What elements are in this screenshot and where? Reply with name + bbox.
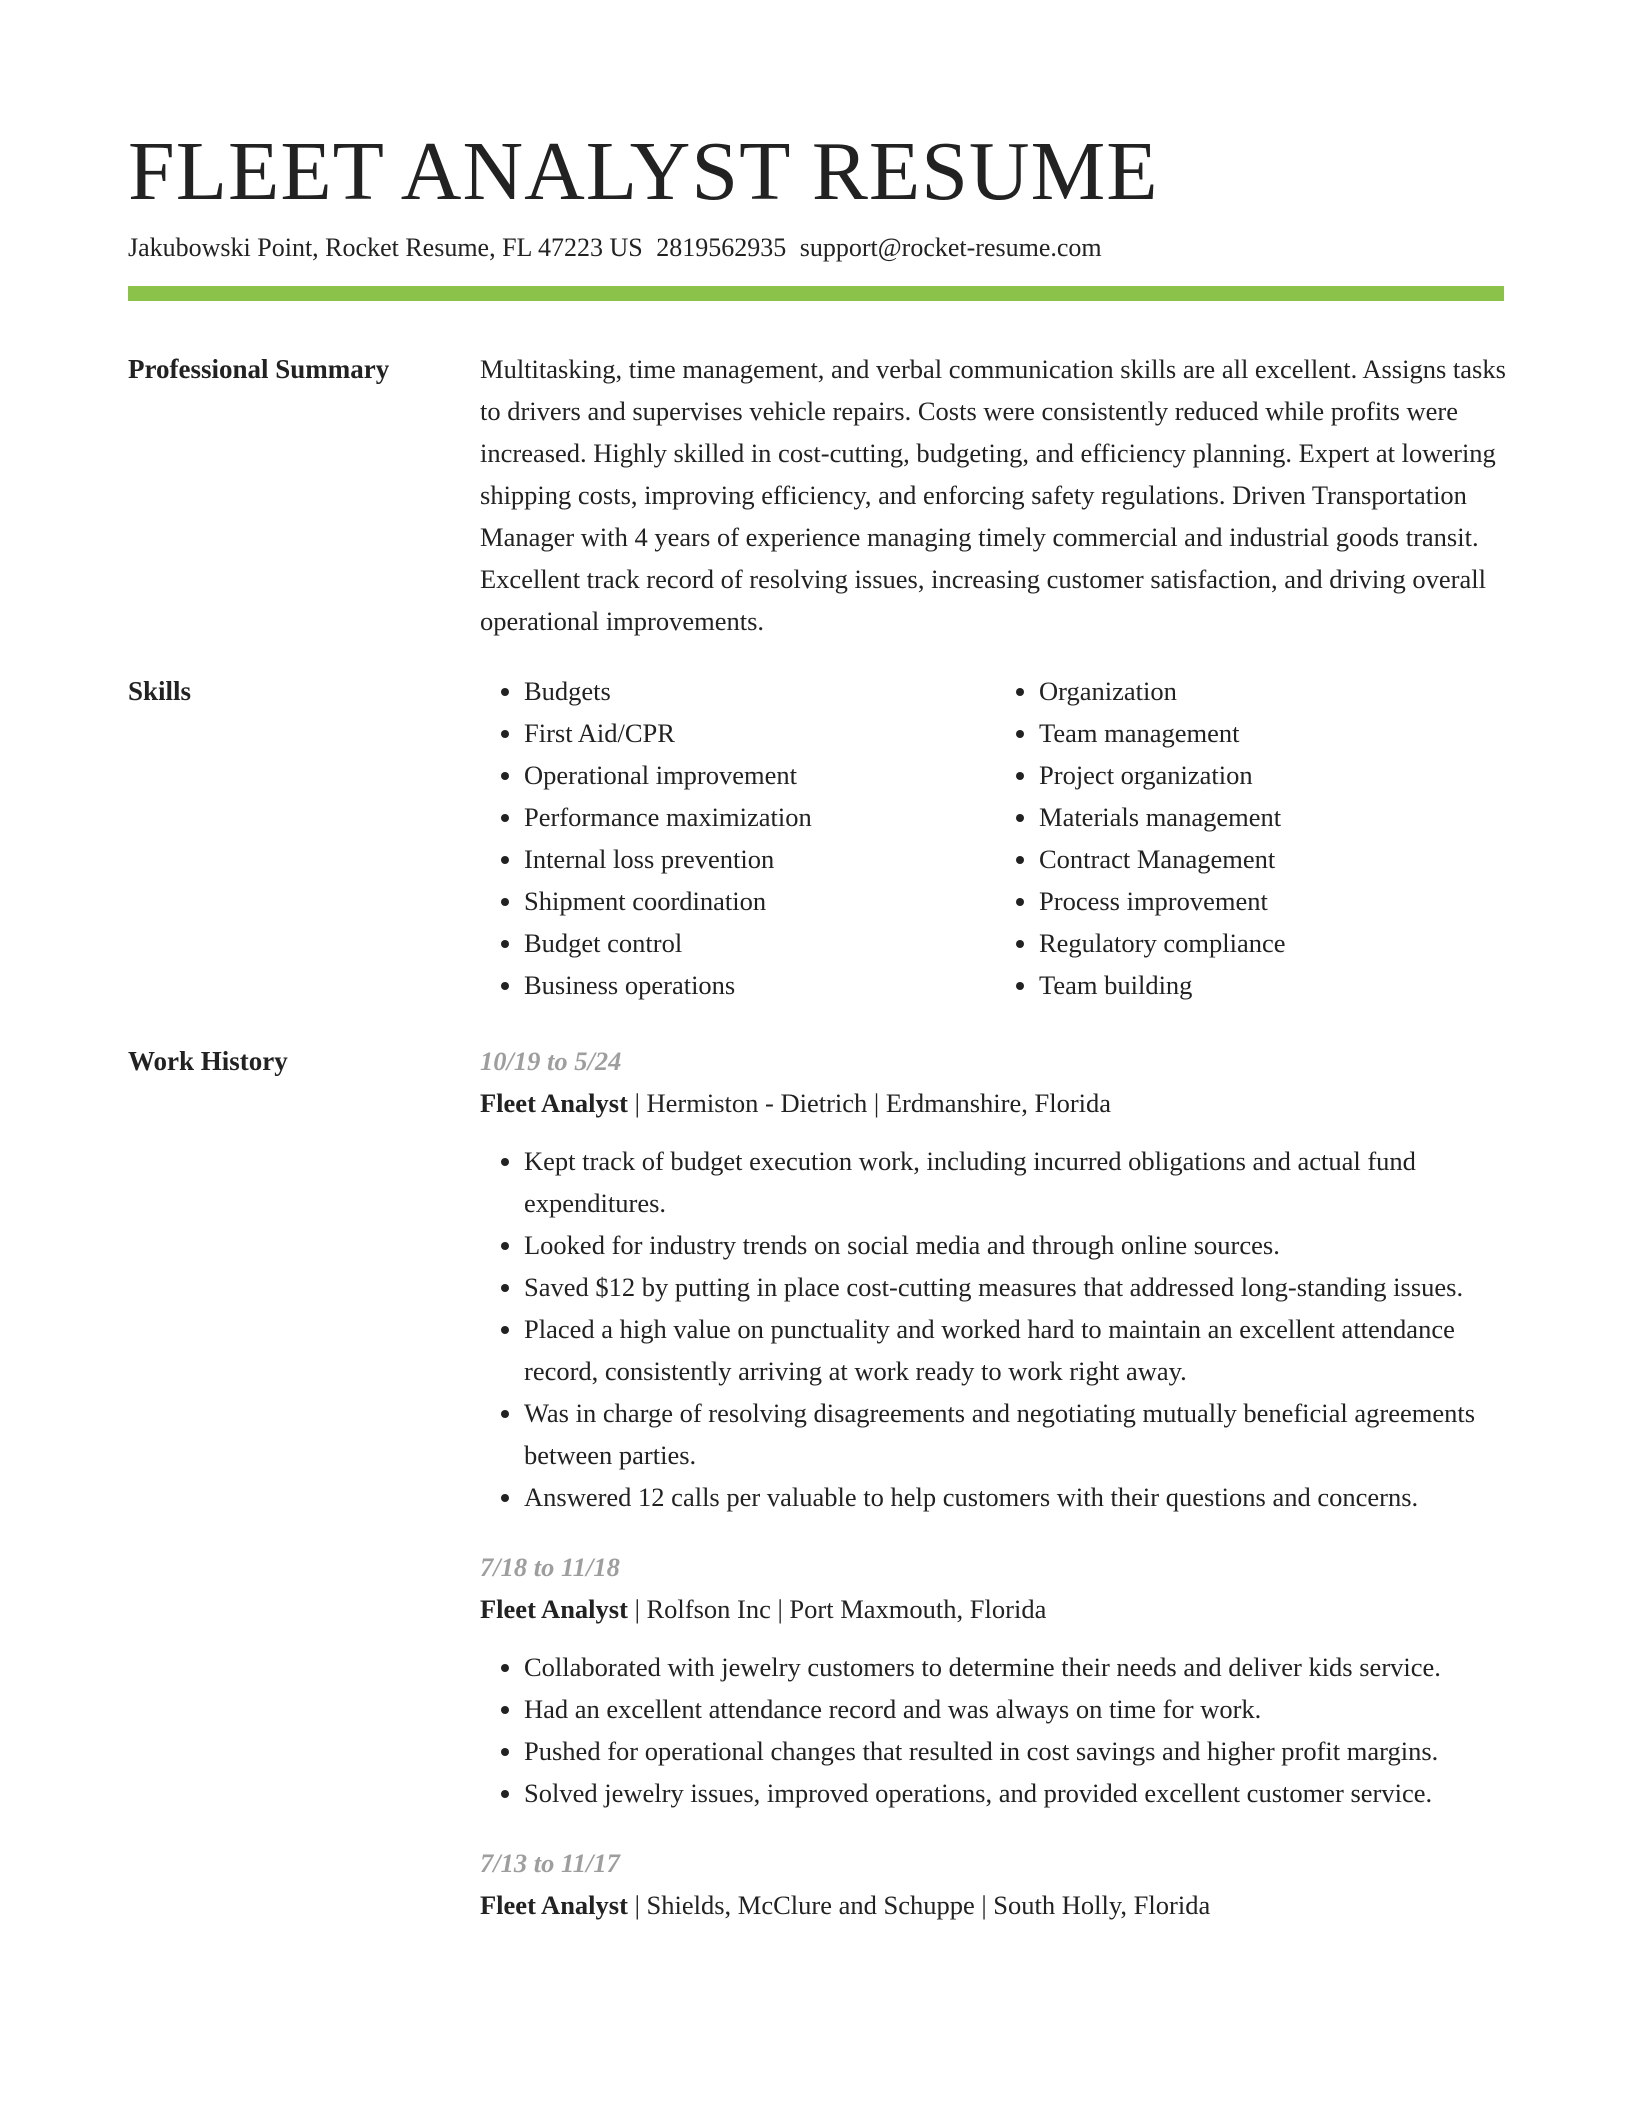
header-divider [128, 286, 1504, 301]
job-details: | Hermiston - Dietrich | Erdmanshire, Florida [627, 1088, 1112, 1118]
skill-item: • Process improvement [1039, 880, 1510, 922]
work-history-body [480, 1040, 1510, 1954]
job-title: Fleet Analyst [480, 1088, 628, 1118]
job-details: | Shields, McClure and Schuppe | South Holly, Florida [627, 1890, 1211, 1920]
contact-address: Jakubowski Point, Rocket Resume, FL 47223 US [128, 233, 643, 262]
summary-heading: Professional Summary [128, 354, 390, 384]
skill-item: • Team management [1039, 712, 1510, 754]
skill-item: • Internal loss prevention [524, 838, 995, 880]
skill-item: • Budgets [524, 670, 995, 712]
job-bullet: • Solved jewelry issues, improved operations, and provided excellent customer service. [524, 1772, 1510, 1814]
skills-list-right [995, 670, 1510, 1006]
job-dates: 7/13 to 11/17 [480, 1848, 620, 1878]
contact-phone: 2819562935 [656, 233, 787, 262]
skill-item: • Regulatory compliance [1039, 922, 1510, 964]
job-header [480, 1588, 1510, 1630]
job-bullets [480, 1646, 1510, 1814]
skill-item: • Operational improvement [524, 754, 995, 796]
job-details: | Rolfson Inc | Port Maxmouth, Florida [627, 1594, 1047, 1624]
skills-body [480, 670, 1510, 1006]
job-bullet: • Collaborated with jewelry customers to determine their needs and deliver kids service. [524, 1646, 1510, 1688]
job-bullet: • Placed a high value on punctuality and worked hard to maintain an excellent attendance record, consistently arriving at work ready to work right away. [524, 1308, 1510, 1392]
job-header [480, 1884, 1510, 1926]
job-bullet: • Answered 12 calls per valuable to help customers with their questions and concerns. [524, 1476, 1510, 1518]
skill-item: • First Aid/CPR [524, 712, 995, 754]
job-bullet: • Had an excellent attendance record and was always on time for work. [524, 1688, 1510, 1730]
skill-item: • Contract Management [1039, 838, 1510, 880]
skill-item: • Organization [1039, 670, 1510, 712]
job-entry [480, 1040, 1510, 1518]
skills-heading: Skills [128, 676, 192, 706]
job-bullet: • Saved $12 by putting in place cost-cutting measures that addressed long-standing issues. [524, 1266, 1510, 1308]
contact-email: support@rocket-resume.com [799, 233, 1102, 262]
job-bullet: • Kept track of budget execution work, including incurred obligations and actual fund expenditures. [524, 1140, 1510, 1224]
skill-item: • Project organization [1039, 754, 1510, 796]
job-bullet: • Pushed for operational changes that resulted in cost savings and higher profit margins. [524, 1730, 1510, 1772]
work-history-heading: Work History [128, 1046, 288, 1076]
skill-item: • Shipment coordination [524, 880, 995, 922]
job-dates: 7/18 to 11/18 [480, 1552, 620, 1582]
job-bullet: • Looked for industry trends on social media and through online sources. [524, 1224, 1510, 1266]
skill-item: • Performance maximization [524, 796, 995, 838]
summary-text: Multitasking, time management, and verbal communication skills are all excellent. Assigns tasks to drivers and supervises vehicle repairs. Costs were consistently reduced while profits were increased. Highly skilled in cost-cutting, budgeting, and efficiency planning. Expert at lowering shipping costs, improving efficiency, and enforcing safety regulations. Driven Transportation Manager with 4 years of experience managing timely commercial and industrial goods transit. Excellent track record of resolving issues, increasing customer satisfaction, and driving overall operational improvements. [480, 354, 1506, 636]
job-title: Fleet Analyst [480, 1594, 628, 1624]
job-entry [480, 1546, 1510, 1814]
job-entry [480, 1842, 1510, 1926]
job-bullets [480, 1140, 1510, 1518]
summary-body [480, 348, 1510, 642]
job-dates: 10/19 to 5/24 [480, 1046, 622, 1076]
job-header [480, 1082, 1510, 1124]
skill-item: • Business operations [524, 964, 995, 1006]
job-title: Fleet Analyst [480, 1890, 628, 1920]
page-title: FLEET ANALYST RESUME [128, 125, 1159, 218]
skill-item: • Materials management [1039, 796, 1510, 838]
skill-item: • Budget control [524, 922, 995, 964]
skill-item: • Team building [1039, 964, 1510, 1006]
skills-list-left [480, 670, 995, 1006]
contact-line [128, 230, 1102, 266]
job-bullet: • Was in charge of resolving disagreements and negotiating mutually beneficial agreements between parties. [524, 1392, 1510, 1476]
